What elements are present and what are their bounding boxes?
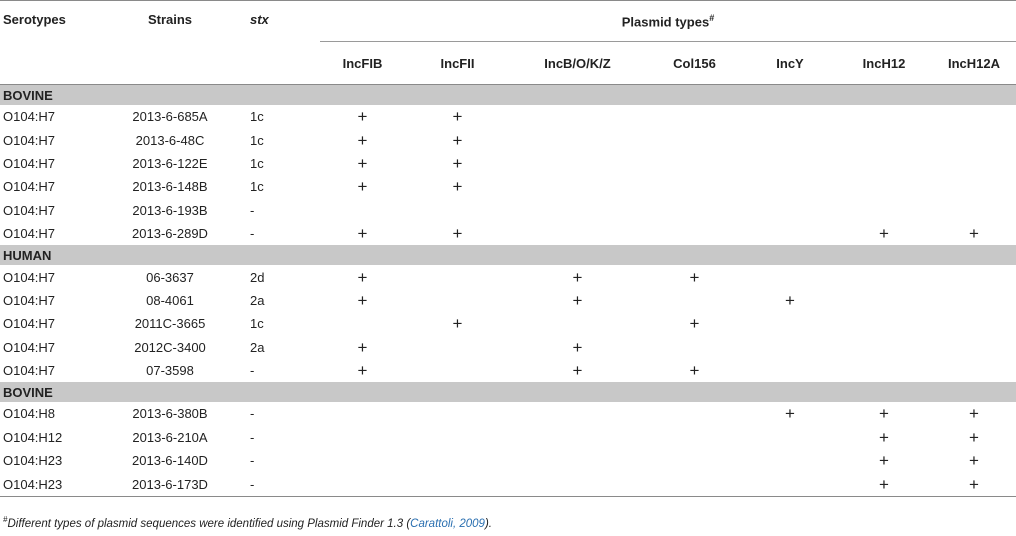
cell-plasmid-4 [744, 105, 836, 128]
cell-serotype: O104:H7 [3, 226, 56, 242]
cell-plasmid-5: + [879, 404, 889, 424]
cell-serotype: O104:H7 [3, 363, 56, 379]
cell-plasmid-0: + [357, 107, 368, 127]
cell-plasmid-6 [932, 336, 1016, 359]
cell-strain: 2013-6-210A [132, 429, 208, 445]
cell-plasmid-4 [744, 359, 836, 382]
cell-plasmid-0: + [357, 290, 368, 310]
cell-plasmid-2 [510, 402, 645, 425]
cell-plasmid-4 [744, 128, 836, 151]
table-row [0, 199, 1016, 222]
cell-plasmid-6 [932, 265, 1016, 288]
cell-strain: 2013-6-48C [135, 132, 205, 148]
cell-plasmid-3 [645, 199, 744, 222]
table-row [0, 289, 1016, 312]
table-row [0, 472, 1016, 496]
cell-strain: 2013-6-380B [132, 406, 208, 422]
cell-strain: 06-3637 [146, 269, 194, 285]
cell-plasmid-1 [405, 472, 510, 496]
cell-plasmid-4: + [785, 290, 795, 310]
cell-plasmid-1 [405, 336, 510, 359]
group-row [0, 382, 1016, 402]
cell-strain: 2013-6-122E [132, 155, 208, 171]
cell-plasmid-6: + [969, 224, 979, 244]
footnote [3, 515, 492, 530]
cell-serotype: O104:H23 [3, 453, 63, 469]
cell-plasmid-1 [405, 426, 510, 449]
table-row [0, 175, 1016, 198]
cell-plasmid-2 [510, 199, 645, 222]
cell-plasmid-1 [405, 199, 510, 222]
cell-plasmid-2: + [572, 267, 583, 287]
cell-plasmid-6: + [932, 472, 1016, 496]
cell-plasmid-1: + [452, 177, 463, 197]
header-strains: Strains [147, 12, 193, 27]
cell-plasmid-6 [932, 312, 1016, 335]
cell-plasmid-6: + [969, 404, 979, 424]
cell-strain: 2013-6-289D [132, 226, 208, 242]
cell-stx: 2d [250, 269, 265, 285]
cell-strain: 2013-6-173D [95, 472, 245, 496]
cell-plasmid-0: + [357, 361, 368, 381]
cell-plasmid-5: + [879, 224, 889, 244]
cell-plasmid-2 [510, 175, 645, 198]
cell-plasmid-0: + [357, 130, 368, 150]
table-row [0, 359, 1016, 382]
cell-strain: 2013-6-193B [132, 202, 208, 218]
cell-serotype: O104:H7 [3, 179, 56, 195]
cell-plasmid-0: + [357, 337, 368, 357]
cell-plasmid-3 [645, 449, 744, 472]
cell-stx: - [250, 429, 255, 445]
cell-plasmid-3 [645, 105, 744, 128]
cell-plasmid-0 [320, 472, 405, 496]
cell-plasmid-4: + [785, 404, 795, 424]
cell-plasmid-3 [645, 402, 744, 425]
cell-plasmid-0: + [357, 177, 368, 197]
cell-stx: - [250, 453, 255, 469]
table-row [0, 222, 1016, 245]
header-plasmid-0: IncFIB [320, 42, 405, 85]
cell-plasmid-4 [744, 175, 836, 198]
cell-plasmid-0 [320, 402, 405, 425]
table-row [0, 152, 1016, 175]
group-row [0, 245, 1016, 265]
cell-plasmid-5: + [836, 472, 932, 496]
cell-plasmid-3 [645, 426, 744, 449]
cell-strain: 07-3598 [146, 363, 194, 379]
table-row [0, 449, 1016, 472]
cell-plasmid-5 [836, 336, 932, 359]
table-row [0, 265, 1016, 288]
cell-stx: - [250, 363, 255, 379]
cell-serotype: O104:H7 [3, 339, 56, 355]
cell-plasmid-1: + [452, 130, 463, 150]
cell-plasmid-6 [932, 128, 1016, 151]
cell-plasmid-5 [836, 175, 932, 198]
cell-strain: 08-4061 [146, 292, 194, 308]
cell-plasmid-0 [320, 449, 405, 472]
cell-plasmid-3 [645, 128, 744, 151]
cell-plasmid-1 [405, 359, 510, 382]
header-plasmid-types [320, 1, 1016, 42]
cell-plasmid-2 [510, 472, 645, 496]
header-plasmid-4: IncY [744, 42, 836, 85]
cell-serotype: O104:H7 [3, 202, 56, 218]
cell-plasmid-3 [645, 175, 744, 198]
cell-plasmid-1: + [452, 153, 463, 173]
cell-stx: - [245, 472, 320, 496]
cell-plasmid-6: + [969, 427, 979, 447]
cell-plasmid-2: + [572, 290, 583, 310]
table-row [0, 128, 1016, 151]
group-row [0, 85, 1016, 106]
cell-stx: 1c [250, 155, 264, 171]
cell-plasmid-2: + [572, 337, 583, 357]
table-row [0, 402, 1016, 425]
cell-plasmid-4 [744, 222, 836, 245]
cell-plasmid-0: + [357, 224, 368, 244]
cell-serotype: O104:H7 [3, 132, 56, 148]
cell-plasmid-1 [405, 265, 510, 288]
cell-plasmid-4 [744, 199, 836, 222]
cell-plasmid-6 [932, 175, 1016, 198]
cell-plasmid-5 [836, 128, 932, 151]
cell-strain: 2012C-3400 [134, 339, 206, 355]
table-row [0, 426, 1016, 449]
cell-plasmid-5 [836, 312, 932, 335]
cell-plasmid-3 [645, 472, 744, 496]
group-label: HUMAN [0, 245, 1016, 265]
cell-stx: - [250, 202, 255, 218]
cell-plasmid-5 [836, 359, 932, 382]
table-body [0, 85, 1016, 497]
cell-plasmid-6 [932, 105, 1016, 128]
cell-plasmid-6 [932, 359, 1016, 382]
cell-strain: 2011C-3665 [134, 316, 206, 332]
header-plasmid-1: IncFII [405, 42, 510, 85]
header-stx: stx [250, 12, 269, 27]
cell-plasmid-3 [645, 152, 744, 175]
cell-stx: - [250, 406, 255, 422]
citation-link[interactable]: Carattoli, 2009 [410, 517, 485, 530]
group-label: BOVINE [0, 382, 1016, 402]
cell-plasmid-6 [932, 289, 1016, 312]
header-plasmid-types-label: Plasmid types [621, 14, 710, 30]
cell-plasmid-2: + [572, 361, 583, 381]
cell-serotype: O104:H7 [3, 269, 56, 285]
cell-serotype: O104:H23 [0, 472, 95, 496]
cell-plasmid-2 [510, 128, 645, 151]
cell-serotype: O104:H7 [3, 316, 56, 332]
cell-serotype: O104:H8 [3, 406, 56, 422]
cell-stx: 1c [250, 316, 264, 332]
cell-plasmid-5 [836, 289, 932, 312]
table-row [0, 336, 1016, 359]
table-row [0, 105, 1016, 128]
cell-plasmid-0 [320, 199, 405, 222]
cell-plasmid-6 [932, 199, 1016, 222]
cell-plasmid-1 [405, 289, 510, 312]
cell-plasmid-3 [645, 289, 744, 312]
cell-plasmid-4 [744, 449, 836, 472]
cell-plasmid-1 [405, 449, 510, 472]
cell-plasmid-4 [744, 426, 836, 449]
cell-plasmid-3 [645, 336, 744, 359]
footnote-text: Different types of plasmid sequences were identified using Plasmid Finder 1.3 ( [7, 517, 411, 530]
cell-plasmid-3: + [689, 314, 700, 334]
header-plasmid-3: Col156 [645, 42, 744, 85]
cell-serotype: O104:H7 [3, 292, 56, 308]
cell-strain: 2013-6-148B [132, 179, 208, 195]
footnote-end: ). [484, 517, 492, 530]
cell-plasmid-0: + [357, 267, 368, 287]
cell-stx: 1c [250, 179, 264, 195]
cell-plasmid-1: + [452, 224, 463, 244]
footnote-mark: # [3, 515, 8, 524]
cell-plasmid-2 [510, 426, 645, 449]
table-header [0, 1, 1016, 85]
cell-plasmid-3: + [689, 267, 700, 287]
cell-plasmid-1: + [452, 314, 463, 334]
cell-plasmid-5 [836, 152, 932, 175]
cell-plasmid-3 [645, 222, 744, 245]
cell-stx: 2a [250, 292, 265, 308]
header-plasmid-types-mark: # [709, 12, 715, 23]
cell-serotype: O104:H7 [3, 155, 56, 171]
header-plasmid-6: IncH12A [932, 42, 1016, 85]
cell-stx: - [250, 226, 255, 242]
cell-serotype: O104:H7 [3, 109, 56, 125]
cell-strain: 2013-6-685A [132, 109, 208, 125]
cell-plasmid-4 [744, 312, 836, 335]
cell-plasmid-0 [320, 426, 405, 449]
header-plasmid-5: IncH12 [836, 42, 932, 85]
cell-plasmid-5 [836, 265, 932, 288]
cell-plasmid-2 [510, 449, 645, 472]
cell-serotype: O104:H12 [3, 429, 63, 445]
cell-plasmid-2 [510, 312, 645, 335]
cell-plasmid-0: + [357, 153, 368, 173]
cell-plasmid-2 [510, 222, 645, 245]
cell-plasmid-5: + [879, 451, 889, 471]
cell-plasmid-6: + [969, 451, 979, 471]
cell-plasmid-2 [510, 105, 645, 128]
cell-plasmid-5 [836, 199, 932, 222]
cell-plasmid-5 [836, 105, 932, 128]
cell-plasmid-5: + [879, 427, 889, 447]
cell-stx: 2a [250, 339, 265, 355]
cell-plasmid-1: + [452, 107, 463, 127]
cell-plasmid-0 [320, 312, 405, 335]
cell-plasmid-4 [744, 152, 836, 175]
cell-stx: 1c [250, 109, 264, 125]
cell-plasmid-3: + [689, 361, 700, 381]
group-label: BOVINE [0, 85, 1016, 106]
header-plasmid-2: IncB/O/K/Z [510, 42, 645, 85]
cell-plasmid-4 [744, 472, 836, 496]
header-serotypes: Serotypes [3, 12, 66, 27]
cell-plasmid-4 [744, 265, 836, 288]
cell-stx: 1c [250, 132, 264, 148]
cell-plasmid-6 [932, 152, 1016, 175]
cell-strain: 2013-6-140D [132, 453, 208, 469]
cell-plasmid-2 [510, 152, 645, 175]
cell-plasmid-1 [405, 402, 510, 425]
cell-plasmid-4 [744, 336, 836, 359]
table-row [0, 312, 1016, 335]
